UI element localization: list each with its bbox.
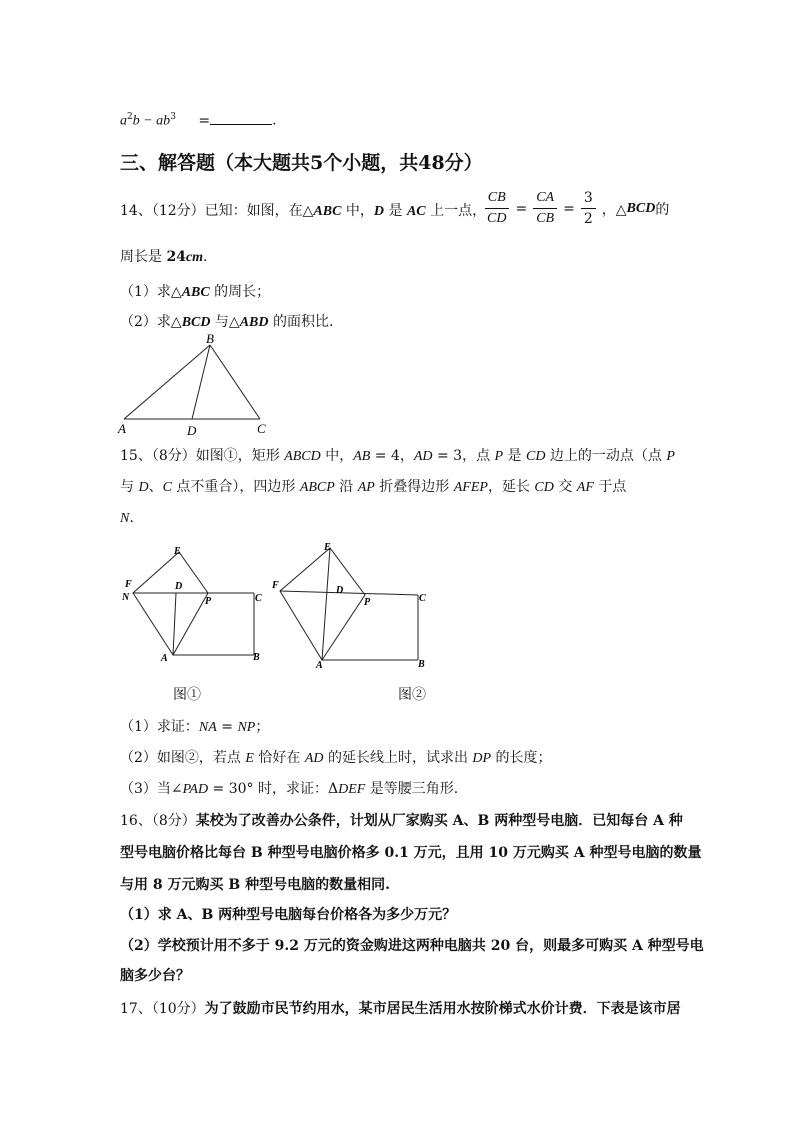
q14-line1: [120, 202, 486, 221]
line-n-c: [280, 591, 418, 595]
q14-points: （12分）: [151, 203, 205, 219]
q15-line1: [120, 447, 675, 466]
q15-l2k: ，延长: [487, 479, 535, 495]
label-p: P: [205, 596, 212, 607]
q14-line2-d: .: [203, 249, 208, 265]
q15-l1g: AD: [413, 449, 433, 464]
q15-s2g: 的长度；: [491, 750, 552, 766]
q16-points: （8分）: [151, 813, 196, 829]
q15-s3e: 是等腰三角形.: [365, 781, 459, 797]
q17-points: （10分）: [151, 1001, 205, 1017]
q15-l1b: ABCD: [284, 449, 321, 464]
q15-s1c: =: [216, 719, 238, 735]
expr-b: b − ab: [132, 113, 171, 129]
label-a: A: [316, 660, 323, 670]
label-c: C: [257, 421, 266, 436]
q14-line2-a: 周长是: [120, 249, 167, 265]
q15-s1b: NA: [198, 720, 217, 735]
fig2-caption: 图②: [398, 687, 426, 703]
q15-s2d: AD: [304, 751, 324, 766]
q15-s3d: DEF: [338, 782, 366, 797]
q15-l2a: 与: [120, 479, 139, 495]
q14-mid1: 中，: [341, 203, 374, 219]
q15-l1n: P: [666, 449, 675, 464]
q15-l2m: 交: [553, 479, 577, 495]
q15-l2f: ABCP: [299, 480, 335, 495]
label-d: D: [187, 423, 197, 438]
q15-l1c: 中，: [320, 448, 354, 464]
frac2-den: CB: [536, 211, 555, 226]
label-b: B: [253, 652, 260, 663]
q16-sub1: （1）求 A、B 两种型号电脑每台价格各为多少万元？: [120, 907, 457, 923]
q14-sub2-a: （2）求△: [120, 314, 182, 330]
q14-sub2-c: 与△: [210, 314, 240, 330]
frac-ca-cb: [533, 190, 557, 227]
q14-sub2-e: 的面积比.: [268, 314, 334, 330]
frac2-num: CA: [533, 190, 557, 209]
q15-l2j: AFEP: [453, 480, 488, 495]
q15-l2b: D: [138, 480, 149, 495]
label-c: C: [419, 593, 426, 604]
q14-number: 14、: [120, 203, 152, 219]
label-b: B: [206, 332, 214, 346]
label-a: A: [118, 421, 126, 436]
q15-sub2: [120, 749, 552, 768]
q14-abc: ABC: [313, 204, 342, 219]
q14-mid3: 上一点，: [425, 203, 487, 219]
frac1-den: CD: [487, 211, 507, 226]
line-a-e: [322, 548, 330, 660]
q15-number: 15、: [120, 448, 152, 464]
frac-cb-cd: [484, 190, 509, 227]
label-d: D: [175, 581, 183, 592]
q15-s3b: PAD: [182, 782, 209, 797]
q15-l1h: = 3: [432, 448, 463, 464]
q15-s2c: 恰好在: [253, 750, 305, 766]
section-title: 三、解答题（本大题共5个小题，共48分）: [120, 152, 483, 174]
q15-sub1: [120, 718, 269, 737]
q15-s2a: （2）如图②，若点: [120, 750, 246, 766]
q14-line2-c: cm: [185, 250, 204, 265]
q16-line2: 型号电脑价格比每台 B 种型号电脑价格多 0.1 万元，且用 10 万元购买 A 种型号电脑的数量: [120, 845, 702, 861]
label-a: A: [161, 653, 168, 664]
q14-sub2: [120, 313, 333, 332]
q15-l2n: AF: [576, 480, 594, 495]
q15-s2f: DP: [472, 751, 492, 766]
q14-ratio: [478, 190, 669, 227]
frac3-den: 2: [583, 211, 593, 227]
q15-l1l: CD: [526, 449, 546, 464]
fill-in-expression: [120, 108, 277, 131]
q15-l2o: 于点: [593, 479, 627, 495]
q15-l2g: 沿: [334, 479, 358, 495]
q15-l2e: 点不重合），四边形: [171, 479, 300, 495]
q15-l1k: 是: [503, 448, 527, 464]
quad-afep: [133, 552, 208, 655]
q14-sub1-b: ABC: [181, 285, 210, 300]
q16-line3: 与用 8 万元购买 B 种型号电脑的数量相同.: [120, 877, 390, 893]
q15-l3b: .: [129, 510, 134, 526]
q14-tail2: 的: [655, 201, 670, 218]
label-f: F: [125, 579, 132, 590]
q14-sub2-b: BCD: [181, 315, 211, 330]
q15-figure-2: [262, 538, 442, 670]
q15-l1d: AB: [353, 449, 371, 464]
answer-blank: [210, 110, 272, 125]
q15-l1a: 如图①，矩形: [195, 448, 285, 464]
label-d: D: [336, 585, 344, 596]
q14-ac: AC: [406, 204, 426, 219]
q16-l1: 某校为了改善办公条件，计划从厂家购买 A、B 两种型号电脑．已知每台 A 种: [195, 813, 683, 829]
q14-tail: ，△: [601, 201, 627, 218]
q15-points: （8分）: [151, 448, 196, 464]
q14-line2: [120, 248, 208, 267]
q15-l1f: ，: [399, 448, 414, 464]
q14-bcd: BCD: [626, 200, 656, 216]
q14-sub1-c: 的周长；: [209, 284, 271, 300]
q15-l1j: P: [494, 449, 504, 464]
q15-l2c: 、: [148, 479, 163, 495]
q15-s1d: NP: [237, 720, 256, 735]
q15-s2b: E: [245, 751, 254, 766]
q15-l1e: = 4: [370, 448, 400, 464]
q15-sub3: [120, 780, 458, 799]
q16-line1: [120, 812, 683, 830]
q15-l2h: AP: [357, 480, 375, 495]
q14-line2-b: 24: [166, 249, 186, 265]
side-ab: [124, 345, 210, 419]
period: .: [272, 112, 277, 129]
expr-a-exp: 2: [127, 112, 133, 122]
q15-figure-1: [118, 540, 268, 670]
q14-sub1-a: （1）求△: [120, 284, 182, 300]
eq1: =: [515, 200, 528, 217]
q14-intro: 已知：如图，在△: [204, 203, 314, 219]
q16-sub2-cont: 脑多少台？: [120, 968, 190, 984]
eq2: =: [563, 200, 575, 217]
q15-l1i: ，点: [462, 448, 495, 464]
label-e: E: [324, 542, 331, 553]
label-b: B: [418, 659, 425, 670]
q15-s1e: ；: [255, 719, 270, 735]
q15-line2: [120, 478, 626, 497]
q15-s2e: 的延长线上时，试求出: [323, 750, 473, 766]
q16-sub2: （2）学校预计用不多于 9.2 万元的资金购进这两种电脑共 20 台，则最多可购买 A 种型号电: [120, 938, 704, 954]
q15-l2i: 折叠得边形: [374, 479, 454, 495]
label-p: P: [364, 597, 371, 608]
q14-sub1: [120, 283, 270, 302]
quad-afep: [280, 548, 365, 660]
q14-sub2-d: ABD: [239, 315, 269, 330]
q14-mid2: 是: [384, 203, 407, 219]
frac-3-2: [581, 190, 596, 227]
label-c: C: [255, 593, 262, 604]
q16-number: 16、: [120, 813, 152, 829]
side-ad: [173, 593, 176, 655]
label-e: E: [174, 546, 181, 557]
q15-l1m: 边上的一动点（点: [545, 448, 667, 464]
q15-l2d: C: [162, 480, 172, 495]
q17-line1: [120, 1000, 681, 1018]
q17-l1: 为了鼓励市民节约用水，某市居民生活用水按阶梯式水价计费．下表是该市居: [204, 1001, 681, 1017]
segment-bd: [192, 345, 210, 419]
q14-d: D: [373, 204, 385, 219]
q15-s3a: （3）当∠: [120, 781, 183, 797]
q15-l3a: N: [120, 511, 130, 526]
q15-s3c: = 30° 时，求证：Δ: [208, 781, 339, 797]
frac3-num: 3: [581, 190, 596, 209]
q17-number: 17、: [120, 1001, 152, 1017]
equals-sign: =: [198, 112, 211, 129]
label-n: N: [122, 592, 130, 603]
frac1-num: CB: [485, 190, 509, 209]
q15-line3: [120, 509, 134, 528]
q15-s1a: （1）求证：: [120, 719, 199, 735]
q15-l2l: CD: [534, 480, 554, 495]
expr-b-exp: 3: [170, 112, 176, 122]
expr-a: a: [120, 113, 127, 129]
q14-triangle-figure: [112, 332, 282, 440]
side-bc: [210, 345, 260, 419]
label-f: F: [272, 580, 279, 591]
fig1-caption: 图①: [173, 687, 201, 703]
